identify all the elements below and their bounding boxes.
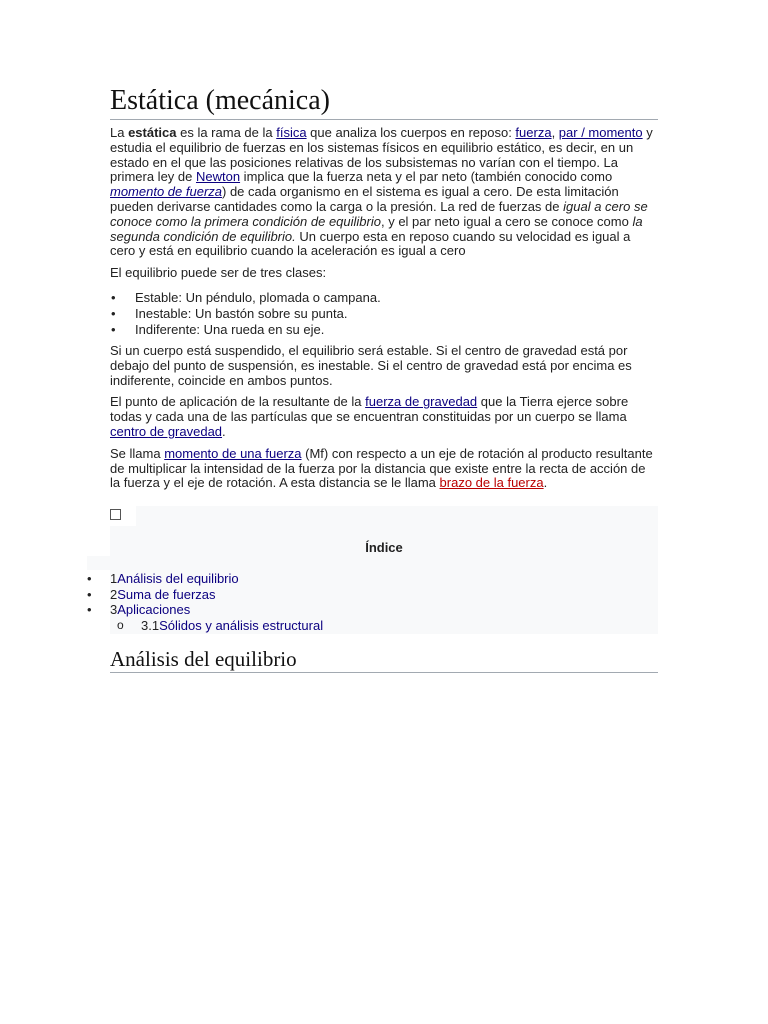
link-centro-de-gravedad[interactable]: centro de gravedad [110, 423, 223, 439]
moment-paragraph [110, 447, 658, 491]
intro-italic-second-condition: la segunda condición de equilibrio. [110, 213, 643, 244]
intro-bold-term: estática [128, 125, 177, 140]
toc-toggle-checkbox[interactable] [110, 509, 121, 520]
intro-text: ) de cada organismo en el sistema es igual a cero. De esta limitación pueden derivarse cantidades como la carga o la presión. La red de fuerzas de [110, 184, 619, 214]
toc-link[interactable]: Sólidos y análisis estructural [159, 617, 324, 633]
list-item: • Estable: Un péndulo, plomada o campana. [110, 290, 658, 306]
paragraph-text: que la Tierra ejerce sobre todas y cada una de las partículas que se encuentran constituidas por un cuerpo se llama [110, 394, 629, 425]
toc-list [86, 571, 323, 633]
paragraph-text: El punto de aplicación de la resultante de la [110, 394, 366, 410]
intro-text: implica que la fuerza neta y el par neto (también conocido como [240, 169, 613, 185]
toc-number: 1 [110, 571, 118, 586]
page-title: Estática (mecánica) [110, 84, 658, 120]
paragraph-text: (Mf) con respecto a un eje de rotación al producto resultante de multiplicar la intensidad de la fuerza por la distancia que existe entre la recta de acción de la fuerza y el eje de rotación. A esta distancia se le llama [110, 445, 653, 491]
toc-item-suma[interactable] [86, 587, 323, 603]
link-fuerza-de-gravedad[interactable]: fuerza de gravedad [365, 394, 478, 410]
list-item: • Inestable: Un bastón sobre su punta. [110, 306, 658, 322]
intro-text: que analiza los cuerpos en reposo: [306, 125, 516, 140]
paragraph-text: . [222, 423, 226, 439]
toc-box-extension [87, 556, 110, 570]
toc-item-aplicaciones[interactable] [86, 602, 323, 618]
section-analisis [110, 646, 658, 673]
link-momento-de-fuerza[interactable]: momento de fuerza [110, 184, 223, 200]
article-body [110, 84, 658, 491]
intro-text: La [110, 125, 129, 140]
paragraph-text: . [543, 475, 548, 491]
intro-text: y estudia el equilibrio de fuerzas en los sistemas físicos en equilibrio estático, es decir, en un estado en el que las posiciones relativas de los subsistemas no varían con el tiempo. La primera ley de [110, 125, 653, 185]
toc-link[interactable]: Aplicaciones [117, 602, 191, 618]
link-fuerza[interactable]: fuerza [515, 125, 552, 140]
link-par-momento[interactable]: par / momento [558, 125, 643, 140]
toc-item-analisis[interactable] [86, 571, 323, 587]
intro-text: Un cuerpo esta en reposo cuando su velocidad es igual a cero y está en equilibrio cuando la aceleración es igual a cero [110, 228, 631, 259]
link-momento-de-una-fuerza[interactable]: momento de una fuerza [164, 445, 302, 461]
list-item: • Indiferente: Una rueda en su eje. [110, 322, 658, 338]
intro-text: , y el par neto igual a cero se conoce como [380, 213, 633, 229]
intro-paragraph [110, 126, 658, 259]
toc-subitem-solidos[interactable] [86, 618, 323, 634]
link-fisica[interactable]: física [276, 125, 307, 140]
classes-list [110, 290, 658, 338]
intro-text: es la rama de la [176, 125, 277, 140]
paragraph-text: Se llama [110, 445, 165, 461]
intro-italic-first-condition: igual a cero se conoce como la primera condición de equilibrio [110, 198, 648, 229]
link-newton[interactable]: Newton [195, 169, 241, 185]
toc-title: Índice [365, 540, 403, 555]
toc-number: 2 [110, 586, 118, 602]
toc-number: 3 [110, 602, 118, 618]
link-brazo-de-la-fuerza[interactable]: brazo de la fuerza [439, 475, 544, 491]
toc-link[interactable]: Análisis del equilibrio [117, 571, 239, 586]
classes-intro: El equilibrio puede ser de tres clases: [110, 265, 327, 281]
toc-link[interactable]: Suma de fuerzas [117, 586, 216, 602]
section-heading: Análisis del equilibrio [110, 646, 658, 673]
suspended-paragraph: Si un cuerpo está suspendido, el equilibrio será estable. Si el centro de gravedad está por debajo del punto de suspensión, es inestable. Si el centro de gravedad está por encima es indiferente, coincide en ambos puntos. [110, 342, 632, 388]
toc-number: 3.1 [141, 617, 160, 633]
gravity-point-paragraph [110, 395, 658, 439]
intro-text: , [551, 125, 559, 140]
